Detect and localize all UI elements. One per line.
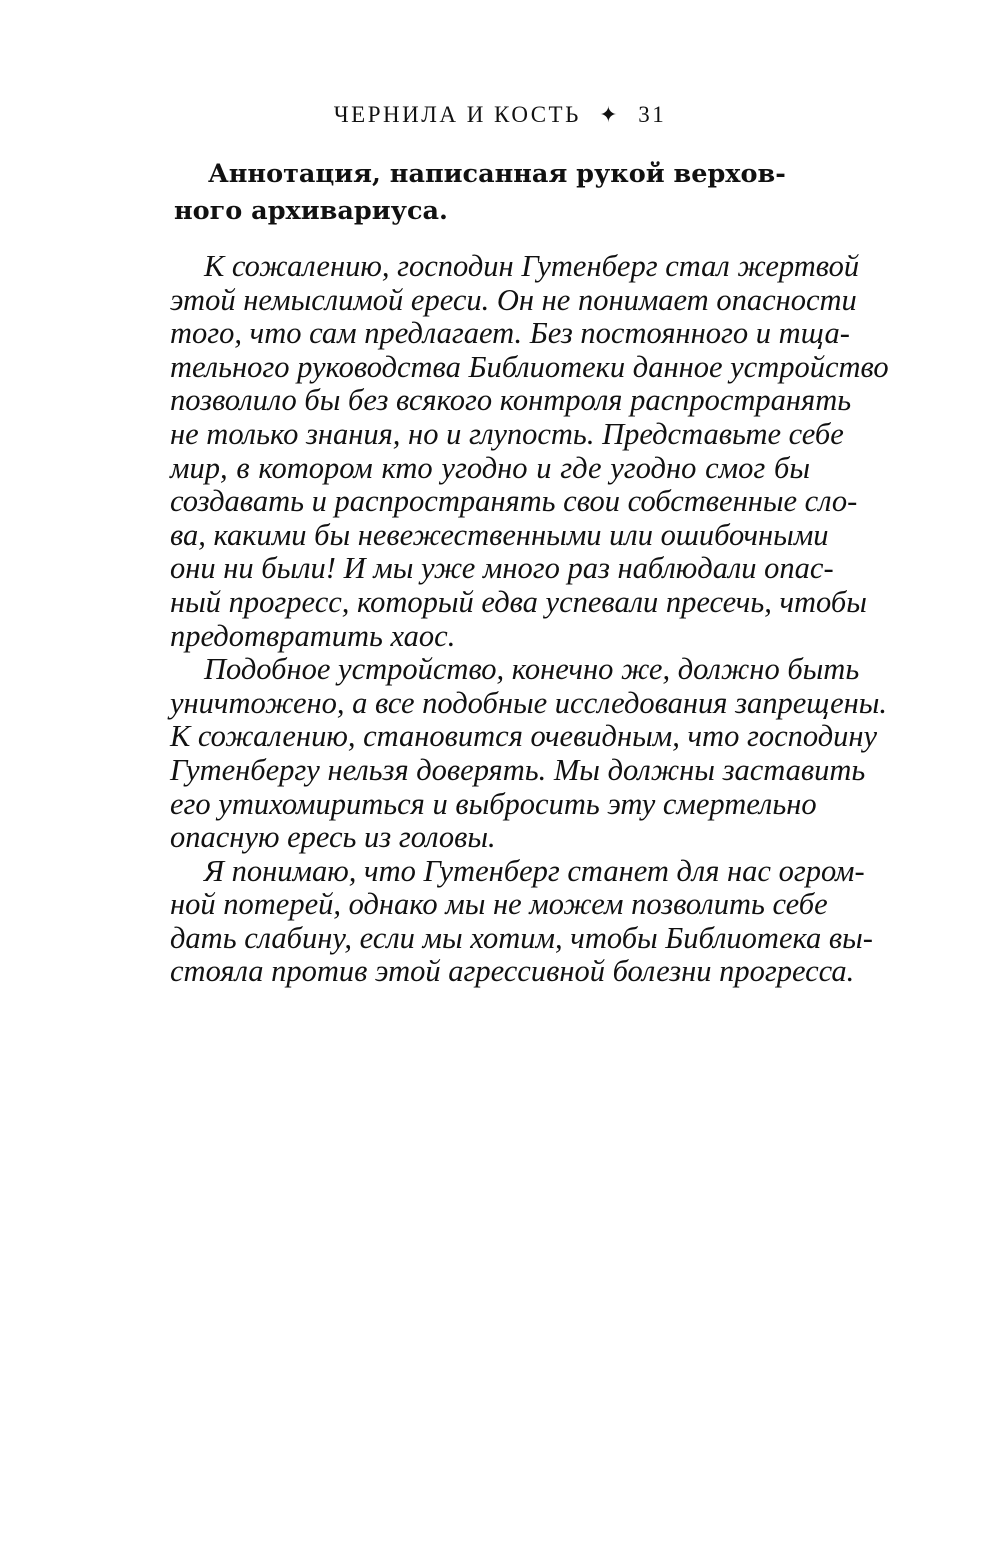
- text-line: опасную ересь из головы.: [170, 820, 496, 855]
- text-line: уничтожено, а все подобные исследования запрещены.: [170, 685, 888, 720]
- paragraph: [170, 853, 873, 989]
- text-line: Я понимаю, что Гутенберг станет для нас огром-: [204, 853, 865, 888]
- text-line: К сожалению, становится очевидным, что господину: [170, 719, 878, 754]
- heading-line: Аннотация, написанная рукой верхов-: [208, 159, 786, 189]
- paragraph: [170, 652, 888, 855]
- text-line: ва, какими бы невежественными или ошибочными: [170, 517, 829, 552]
- text-line: его утихомириться и выбросить эту смертельно: [170, 786, 817, 821]
- text-line: Гутенбергу нельзя доверять. Мы должны заставить: [170, 752, 866, 787]
- running-head: [0, 100, 1000, 130]
- book-title: ЧЕРНИЛА И КОСТЬ: [333, 102, 581, 127]
- annotation-body: [170, 249, 889, 989]
- text-line: этой немыслимой ереси. Он не понимает опасности: [170, 282, 857, 317]
- star-separator-icon: ✦: [599, 102, 621, 127]
- text-line: дать слабину, если мы хотим, чтобы Библиотека вы-: [170, 920, 873, 955]
- page-number: 31: [638, 102, 667, 127]
- paragraph: [170, 249, 889, 653]
- text-line: мир, в котором кто угодно и где угодно смог бы: [170, 450, 810, 485]
- text-line: позволило бы без всякого контроля распространять: [170, 383, 852, 418]
- text-line: Подобное устройство, конечно же, должно быть: [204, 652, 860, 687]
- heading-line: ного архивариуса.: [174, 196, 448, 226]
- text-line: предотвратить хаос.: [170, 618, 456, 653]
- text-line: создавать и распространять свои собственные сло-: [170, 484, 858, 519]
- text-line: они ни были! И мы уже много раз наблюдали опас-: [170, 551, 834, 586]
- annotation-heading: [174, 156, 788, 230]
- text-line: не только знания, но и глупость. Представьте себе: [170, 416, 844, 451]
- text-line: того, что сам предлагает. Без постоянного и тща-: [170, 316, 850, 351]
- text-line: тельного руководства Библиотеки данное устройство: [170, 349, 889, 384]
- text-line: стояла против этой агрессивной болезни прогресса.: [170, 954, 855, 989]
- text-line: К сожалению, господин Гутенберг стал жертвой: [204, 249, 860, 283]
- text-line: ной потерей, однако мы не можем позволить себе: [170, 887, 828, 922]
- text-line: ный прогресс, который едва успевали пресечь, чтобы: [170, 584, 867, 619]
